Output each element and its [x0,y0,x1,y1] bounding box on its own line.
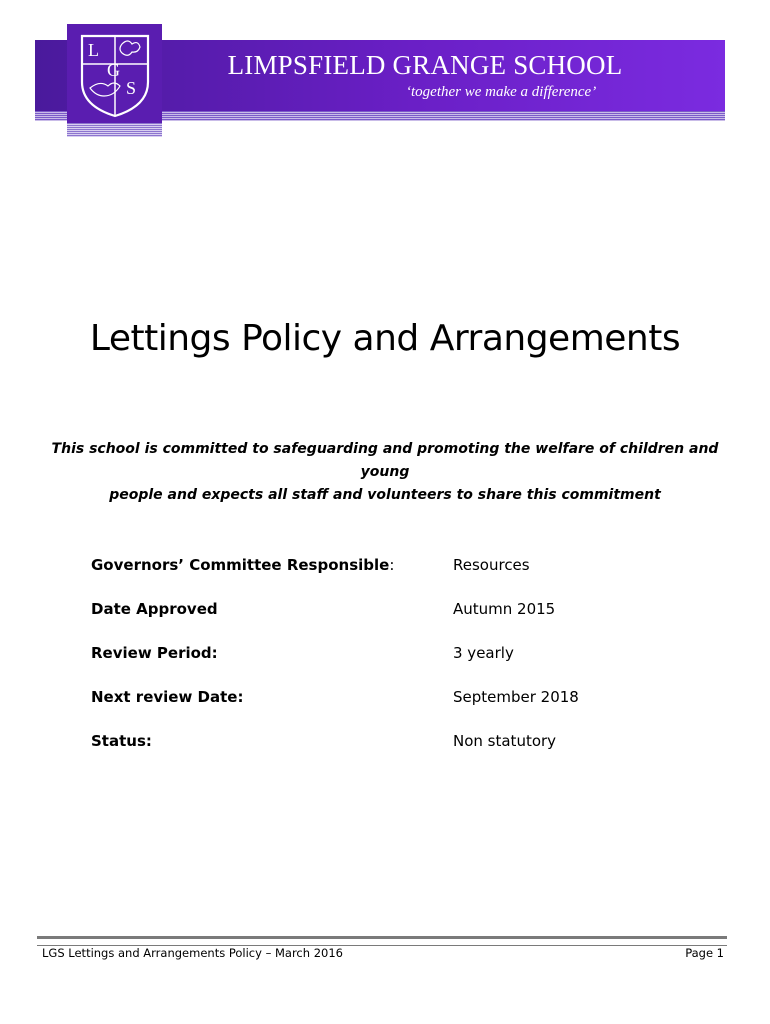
policy-details [91,556,651,776]
school-name: LIMPSFIELD GRANGE SCHOOL [227,50,623,80]
school-motto: ‘together we make a difference’ [406,84,597,100]
detail-label-next-review: Next review Date: [91,688,244,706]
school-crest-logo [78,32,152,118]
document-title: Lettings Policy and Arrangements [89,318,681,359]
safeguarding-line-2: people and expects all staff and volunteers to share this commitment [109,487,661,503]
crest-letter-s: S [126,78,137,98]
detail-value-next-review: September 2018 [453,688,579,706]
detail-row-review-period [91,644,651,688]
detail-label-date-approved: Date Approved [91,600,218,618]
detail-row-date-approved [91,600,651,644]
detail-label-status: Status: [91,732,152,750]
footer-divider [37,936,727,946]
footer-document-name: LGS Lettings and Arrangements Policy – March 2016 [42,946,343,960]
detail-row-status [91,732,651,776]
safeguarding-line-1: This school is committed to safeguarding and promoting the welfare of children and young [51,441,719,480]
detail-label-committee: Governors’ Committee Responsible [91,556,390,574]
detail-value-date-approved: Autumn 2015 [453,600,556,618]
crest-stripes [67,123,162,137]
detail-value-committee: Resources [453,556,530,574]
crest-letter-g: G [107,60,120,80]
footer-page-number: Page 1 [685,946,724,960]
detail-label-review-period: Review Period: [91,644,218,662]
detail-row-committee [91,556,651,600]
detail-value-status: Non statutory [453,732,557,750]
safeguarding-statement [45,438,725,507]
crest-letter-l: L [88,40,99,60]
detail-value-review-period: 3 yearly [453,644,514,662]
detail-row-next-review [91,688,651,732]
detail-colon: : [389,556,395,574]
